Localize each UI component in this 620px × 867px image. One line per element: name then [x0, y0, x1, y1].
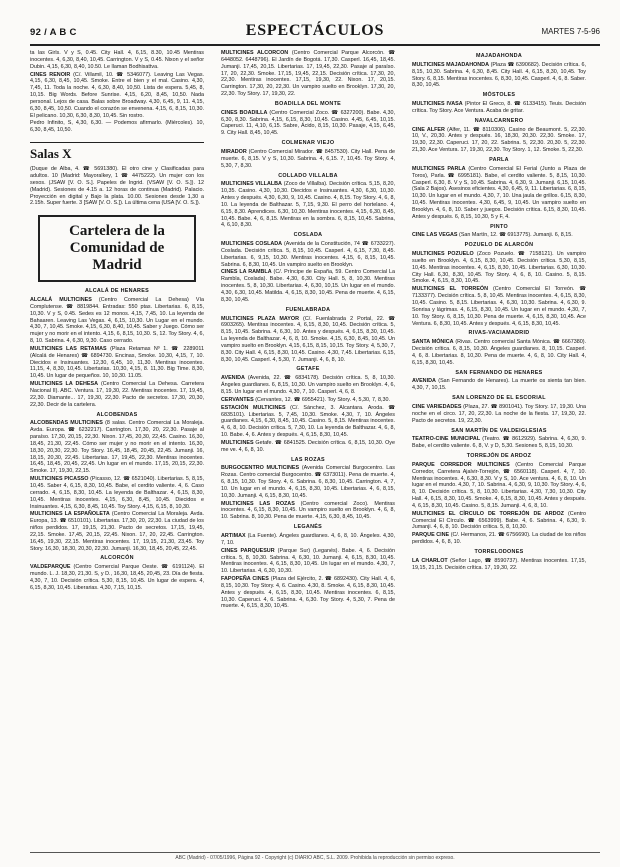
cinema-name: CINES RENOIR [30, 71, 71, 78]
cinema-listing [30, 166, 204, 207]
page-footer: ABC (Madrid) - 07/05/1996, Página 92 - Copyright (c) DIARIO ABC, S.L. 2009. Prohibida la reproducción sin permiso expreso. [175, 855, 455, 861]
cinema-name: MULTICINES ALCORCÓN [221, 50, 289, 56]
cinema-name: CINE LAS VEGAS [412, 232, 458, 239]
cinema-details: (Cervantes, 12. ☎ 6955421). Toy Story. 4, 5,30, 7, 8,30. [255, 396, 391, 403]
cinema-name: MULTICINES POZUELO [412, 251, 474, 258]
town-heading: SAN MARTÍN DE VALDEIGLESIAS [451, 427, 547, 434]
cinema-details: (Señor Lago, ☎ 8590737). Mentiras inocentes. 17,15, 19,15, 21,15. Decisión crítica. 17, 19,30, 22. [412, 557, 586, 571]
cinema-name: MULTICINES EL TORREÓN [412, 286, 489, 293]
cinema-details: (Duque de Alba, 4. ☎ 5691380). El otro cine y Clasificadas para adultos. 10 (Madrid: Mayoralkey, 1 ☎ 4475222). Un mujer con los sexos. (JSAW [V. O. S.]. Papeles de Ingrid. (VSAW [V. O. S.]). 12 (Madrid). Sesiones de 4.15 a. 12 horas de continua (Madrid). Palacio. Proyección en digital y Bajo la plata. 10.00. Sesiones desde 1,30 a 2.15h. Super fuerte. 3 [SAW [V. O. S.]). La última cena (USA [V. O. S.]). [30, 166, 204, 207]
cinema-details: (Avenida Comercial Burgocentro. Las Rozas. Centro comercial Burgocentro. ☎ 6373011). Pena de muerte. 4, 6, 8,15, 10,30. Toy Story. 4, 6. Sabrina. 6, 8,30, 10,45. Carrington. 4, 7, 10. Un lugar en el mundo. 4, 6,15, 8,30, 10,45. Libertarias. 4, 6, 8,15, 10,30. Jumanji. 4, 6,15, 8,30, 10,45. [221, 465, 395, 499]
page-number: 92 / A B C [30, 27, 77, 38]
cinema-listing [412, 378, 586, 392]
cinema-listing [412, 532, 586, 546]
cinema-listing [221, 269, 395, 303]
cinema-name: BURGOCENTRO MULTICINES [221, 465, 300, 472]
cinema-details: (C/. Fuenlabrada 2 Portal, 22. ☎ 6903265). Mentiras inocentes. 4, 6,15, 8,30, 10,45. Decisión crítica. 5, 8,15, 10,45. Sabrina. 4, 6,30, 10. Antes y después. 4, 6,15, 8,30, 10,45. La leyenda de Balthazar. 4, 6, 8, 10. Smoke. 4,15, 6,30, 8,45, 10,45. Un vampiro suelto en Brooklyn. 4,15, 6,15, 8,15, 10,15. Toy Story. 4, 5,30, 7, 8,30. City Hall. 4, 6,15, 8,30, 10,45. Casino. 4,30, 7,45. Libertarias. 6,15, 8,30, 10,45. Casperl. 4, 5,30, 7. Jumanji. 4, 6, 8, 10. [221, 315, 395, 363]
cinema-details: (Centro Comercial El Ferial (Junto a Plaza de Toros), Parla. ☎ 6995181). Babe, el cerdito valiente. 5, 8,15, 10,30. Casperl. 6,30, 8. V y S, 10,45. Sabrina. 4, 6,30, 9. Jumanji. 6,15, 10,45. (Sala 2 Bajos). Asesinos eficientes. 4,30, 6,45, 9, 11. Libertarias. 6, 8,15, 10,30. Un lugar en el mundo. 4,30, 7, 10. Una jaula de grillos. 6,15, 8,30, 10,45. Mentiras inocentes. 4,30, 6,45, 9, 10,45. Un vampiro suelto en Brooklyn. 4, 6, 8, 10. Saber y juegos. Decisión crítica. 6,15, 8,30, 10,45. Antes y después. 6, 8,15, 10,30, 5 y F, 4. [412, 165, 586, 220]
cinema-listing [412, 166, 586, 221]
cinema-listing [30, 420, 204, 475]
cinema-name: MULTICINES PICASSO [30, 476, 89, 483]
cinema-name: CINES PARQUESUR [221, 547, 275, 554]
town-heading: MAJADAHONDA [475, 53, 523, 59]
town-heading: ALCORCÓN [100, 555, 134, 562]
town-heading: SAN LORENZO DE EL ESCORIAL [452, 395, 546, 402]
cinema-details: (8 salas. Centro Comercial La Moraleja. Avda. Europa. ☎ 6232217). Carrington. 17,30, 20, 22,30. Pasaje al paraíso. 17,30, 20,15, 22,30. Nixon. 17,45, 20,30, 22,45. Casino. 16,30, 18,45, 21,30, 22,45. Cómo ser mujer y no morir en el intento. 16,30, 18,30, 20,30, 22,30. Toy Story. 16,45, 18,45, 20,45, 22,45. Jumanji. 16, 18,15, 20,30, 22,45. Libertarias. 17, 19,45, 22,30. Mentiras inocentes. 16,45, 18,45, 20,45, 22,45. Un lugar en el mundo. 17,15, 20,15, 22,30. Smoke. 17, 19,30, 22,15. [30, 420, 204, 475]
cinema-name: MULTICINES MAJADAHONDA [412, 61, 489, 68]
cinema-listing [30, 72, 204, 120]
cinema-details: (C/. Príncipe de España, 59. Centro Comercial La Rambla, Coslada). Babe. 4,30, 6,30. City Hall. 5, 8, 10,30. Mentiras inocentes. 5, 8, 10,30. Libertarias. 4, 6,30, 10,15. Un lugar en el mundo. 4,30, 6,30, 10,45. Matilda. 4, 6,15, 8,30, 10,45. Pena de muerte. 4, 6,15, 8,30, 10,45. [221, 269, 395, 303]
cinema-name: MULTICINES VILLALBA [221, 181, 282, 188]
town-heading: SAN FERNANDO DE HENARES [455, 369, 543, 376]
cinema-listing [221, 533, 395, 547]
cinema-name: MULTICINES PLAZA MAYOR [221, 315, 299, 322]
cinema-details: (Centro Comercial El Círculo. ☎ 6563999). Babe. 4, 6. Sabrina. 4, 6,30, 9. Jumanji. 4, 6, 8, 10. Decisión crítica. 5, 8, 10,30. [412, 510, 586, 531]
cinema-listing [221, 548, 395, 575]
town-heading: TORREJÓN DE ARDOZ [466, 453, 532, 460]
cinema-name: ALCOBENDAS MULTICINES [30, 420, 103, 427]
cinema-listing [412, 462, 586, 510]
cinema-listing [221, 110, 395, 137]
cinema-listing [412, 62, 586, 89]
cinema-listing [30, 120, 204, 134]
issue-date: MARTES 7-5-96 [541, 27, 600, 36]
cinema-listing [30, 511, 204, 552]
cinema-listing [30, 297, 204, 345]
town-heading: NAVALCARNERO [474, 117, 524, 124]
cinema-details: (Centro Comercial La Dehesa) Vía Complutense. ☎ 8819844. Entradas: 550 ptas. Libertarias. 6, 8,15, 10,30. V y S, 0.45. Sedes es 12 monos. 4,15, 7,45, 10. La leyenda de Bahaaren. Leaving Las Vegas. 4, 6,15, 10,30. Un Lugar en el mundo. 4,30, 7, 10,45. Smoke. 4,15, 6,30, 8,40, 10,45. Saber y Juego. Cómo ser mujer y no morir en el intento. 4,15, 6, 8,15, 10,30. S, 12. Toy Story. 4, 6, 8, 10. Sabrina. 4, 6,30, 9,30. Caso cerrado. [30, 297, 204, 345]
cinema-listing [221, 181, 395, 229]
cinema-details: (Centro Comercial Parque Alcorcón. ☎ 6448052. 6448796). El Jardín de Bogotá. 17,30. Casperl. 16,45, 18,45. Jumanji. 17,45, 20,15. Libertarias. 17, 19,45, 22,30. Pasaje al paraíso. 17, 20, 22,30. Smoke. 17,15, 19,45, 22,15. Decisión crítica. 17,30, 20, 22,30. Mentiras inocentes. 17,15, 19,30, 22. Nixon. 17, 20,15. Carrington. 17,30, 20, 22,30. Un vampiro suelto en Brooklyn. 17,30, 20, 22,30. Toy Story. 17, 19,30, 22. [221, 50, 395, 98]
cinema-name: FAPOPEÑA CINES [221, 576, 269, 583]
section-heading-salas-x: Salas X [30, 142, 204, 162]
cinema-listing [412, 436, 586, 450]
cinema-details: (Plaza, 27. ☎ 8901041). Toy Story. 17, 19,30. Una noche en el circo. 17, 20, 22,30. La noche de la fiesta. 17, 19,30, 22. Pacto de secretos. 19, 22,30. [412, 403, 586, 424]
cinema-name: MIRADOR [221, 148, 247, 155]
cinema-name: VALDEPARQUE [30, 564, 71, 571]
cinema-name: ARTIMAX [221, 533, 246, 539]
cinema-name: MULTICINES [221, 439, 254, 446]
footer-rule [30, 852, 600, 853]
cinema-listing [412, 558, 586, 572]
cinema-details: (Centro Comercial Mirador. ☎ 8457530). City Hall. Pena de muerte. 6, 8,15. V y S, 10,30. Sabrina. 4, 6,15. 7, 10,45. Toy Story. 4, 5,30, 7, 8,30. [221, 148, 395, 169]
cinema-listing [412, 127, 586, 154]
cinema-details: Pedro Infinito, S, 4,30, 6,30. — Podemos afirmarlo. (Miércoles). 10, 6,30, 8,45, 10,50. [30, 120, 204, 134]
cinema-details: (C/. Hermanos, 21. ☎ 6756690). La ciudad de los niños perdidos. 4, 6, 8, 10. [412, 532, 586, 546]
cinema-details: (Centro Comercial Zoco. ☎ 6327200). Babe. 4,30, 6,30, 8,30. Sabrina. 4,15, 6,15, 8,30, 10,45. Casino. 4,45, 6,45, 10,15. Caperuci. 11, 4,10, 6,15. Sabre, Ácido, 8,15, 10,30. Pasaje, 4,15, 6,45, 9. City Hall. 8,45, 10,45. [221, 109, 395, 137]
town-heading: GETAFE [296, 366, 320, 373]
cinema-listing [412, 101, 586, 115]
cinema-name: CINE VARIEDADES [412, 403, 462, 410]
cinema-details: (Alfer, 11. ☎ 8110306). Casino de Beaumont. 5, 22,30. 10, V., 20,30. Antes y después. 16, 18,30, 20,30. 22,30. Smoke. 17, 19,30, 22,30. Caperuci. 17, 20, 22. Sabrina. 5, 22,30. 20,30. 5, 22,30. 21,30. Ace Ventura. 17, 19,30, 22,30. Toy Story. 1, 12. Smoke. 5, 22,30. [412, 126, 586, 154]
listings-column-2 [221, 50, 395, 845]
cinema-details: (San Fernando de Henares). La muerte os sienta tan bien. 4,30, 7, 10,15. [412, 378, 586, 392]
cinema-listing [221, 241, 395, 268]
cinema-listing [412, 232, 586, 239]
cinema-listing [30, 346, 204, 380]
cinema-name: PARQUE CORREDOR MULTICINES [412, 461, 510, 468]
cinema-name: MULTICINES COSLADA [221, 241, 283, 248]
cinema-name: PARQUE CINE [412, 532, 450, 539]
cinema-details: (Plaza ☎ 6390682). Decisión crítica. 6, 8,15, 10,30. Sabrina. 4, 6,30, 8,45. City Hall. 4, 6,15, 8,30, 10,45. Toy Story. 6, 8,15. Mentiras inocentes. 6, 8,30, 10,45. Casperl. 4, 6, 8. Saber. 8,30, 10,45. [412, 61, 586, 89]
cinema-name: MULTICINES EL CÍRCULO DE TORREJÓN DE ARDOZ [412, 510, 564, 517]
town-heading: PARLA [489, 156, 509, 163]
page-header [30, 20, 600, 44]
cinema-name: ALCALÁ MULTICINES [30, 297, 92, 304]
cinema-name: SANTA MÓNICA [412, 339, 454, 346]
cinema-listing [221, 397, 395, 404]
cinema-details: (Centro comercial Zoco). Mentiras inocentes. 4, 6,15, 8,30, 10,45. Un vampiro suelto en Brooklyn. 4, 6, 8, 10. Sabrina. 8, 10,30. Pena de muerte. 4,15, 6,30, 8,45, 10,45. [221, 500, 395, 521]
cinema-name: MULTICINES LA ESPAÑOLETA [30, 511, 110, 518]
cinema-listing [412, 339, 586, 366]
town-heading: TORRELODONES [474, 549, 524, 555]
cinema-listing [412, 286, 586, 327]
cinema-listing [221, 405, 395, 439]
town-heading: ALCALÁ DE HENARES [84, 288, 150, 295]
listings-column-3 [412, 50, 586, 845]
cinema-details: (Avenida, 22. ☎ 6834178). Decisión crítica. 5, 8, 10,30. Ángeles guardianes. 6, 8,15, 10,30. Un vampiro suelto en Brooklyn. 4, 6, 8,15. Un lugar en el mundo. 4,30, 7, 10. Casperl. 4, 6, 8. [221, 375, 395, 395]
cinema-listing [221, 149, 395, 170]
cinema-listing [30, 564, 204, 591]
town-heading: POZUELO DE ALARCÓN [464, 242, 534, 249]
town-heading: COSLADA [293, 232, 323, 239]
cinema-details: (Centro Comercial El Torreón. ☎ 7133377). Decisión crítica. 5, 8, 10,45. Mentiras inocentes. 4, 6,15, 8,30, 10,45. Casino. 5, 8,15. Libertarias. 4, 6,30, 10,30. Sabrina. 4, 6,30, 9. Sonrisa y lágrimas. 4, 6,15, 8,30, 10,45. Un lugar en el mundo. 4,30, 7, 10. Toy Story. 6, 8,15, 10,30. Pena de muerte. 4, 6,15, 8,30, 10,45. Ace Ventura. 6, 8,30, 10,45. Antes y después. 4, 6,15, 8,30, 10,45. [412, 286, 586, 327]
town-heading: FUENLABRADA [285, 306, 331, 313]
town-heading: LEGANÉS [293, 524, 323, 531]
cinema-details: (San Martín, 12. ☎ 6913775). Jumanji. 6, 8,15. [459, 232, 573, 239]
cinema-name: MULTICINES LAS ROZAS [221, 500, 295, 507]
cinema-details: (Pintor El Greco, 8. ☎ 6133415). Teuis. Decisión crítica. Toy Story. Ace Ventura. Acaba de gritar. [412, 101, 586, 114]
header-rule [30, 44, 600, 46]
cinema-listing [30, 50, 204, 71]
cinema-details: (Centro Comercial Parque Corredor, Carretera Ajalvir-Torrejón, ☎ 6560118). Casperl. 4, 7, 10. Mentiras inocentes. 4, 6,30, 8,30. V y S, 10. Ace ventura. 4, 6, 8, 10. Un lugar en el mundo. 4,30, 7, 10. Sabrina. 4, 6,30, 9, 10,30. Toy Story. 4, 6, 8, 10. Decisión crítica. 5, 8, 10,30. Libertarias. 4,30, 7,30, 10,30. City Hall. 4, 6,15, 8,30, 10,45. Smoke. 4, 6,15, 8,30, 10,45. Antes y después. 4, 6,15, 8,30, 10,45. Casino. 5, 8,15. Jumanji. 4, 6, 8, 10. [412, 461, 586, 509]
cinema-details: (Avenida de la Constitución, 74 ☎ 6733227). Coslada. Decisión crítica. 5, 8,15, 10,45. Casperl. 4, 6,15, 7,30, 8,45. Libertarias. 6, 9,15, 10,30. Mentiras inocentes. 4,15, 6, 8,15, 10,45. Sabrina. 6, 8,30, 10,45. Un vampiro suelto en Brooklyn. [221, 241, 395, 268]
cinema-listing [30, 381, 204, 408]
cinema-name: MULTICINES LAS RETAMAS [30, 345, 107, 352]
cinema-details: (Centro Comercial La Dehesa. Carretera Nacional II). ABC. Ventura. 17, 19,30, 22. Mentiras inocentes. 17, 19,45, 22,30. Diamante... 17, 19,30, 22,30. Pacto de secretos. 17,30, 20,30, 22,30. Decir de la cartelera. [30, 381, 204, 408]
cinema-details: Getafe. ☎ 6841525. Decisión crítica. 6, 8,15, 10,30. Oye me ve. 4, 6, 8, 10. [221, 439, 395, 453]
listings-column-1 [30, 50, 204, 845]
cinema-details: (Parque Sur) (Leganés). Babe. 4, 6. Decisión crítica. 5, 8, 10,30. Sabrina. 4, 6,30, 10. Jumanji. 4, 6,15, 8,30, 10,45. Mentiras inocentes. 4, 6,15, 8,30, 10,45. Un lugar en el mundo. 4,30, 7, 10. Libertarias. 4, 6,30, 10,30. [221, 547, 395, 575]
cinema-name: TEATRO-CINE MUNICIPAL [412, 436, 481, 443]
cinema-name: MULTICINES IVASA [412, 101, 463, 108]
town-heading: LAS ROZAS [291, 456, 325, 463]
cinema-details: (La Fuente). Ángeles guardianes. 4, 6, 8, 10. Ángeles. 4,30, 7, 10. [221, 533, 395, 546]
town-heading: RIVAS-VACIAMADRID [468, 330, 530, 337]
cinema-name: MULTICINES PARLA [412, 165, 466, 172]
cinema-details: (C/. Villamil, 10. ☎ 5346077). Leaving Las Vegas. 4,15, 6,30, 8,45, 10,45. Smoke. Entre el bien y el mal. Casino. 4,30, 7,45, 11. Toda la noche. 4, 6,30, 8,40, 10,50. Lista de espera. 5,45, 8, 10,15. Big Words. Before Sunrise. 4,15, 6,20, 8,45, 10,50. Nada personal. Lejos de casa. Balas sobre Broadway. 4,30, 6,45, 9, 11. 4,15, 6,30, 8,45, 10,50. Cuando el corazón se envenena. 4,15, 6, 8,15, 10,30. El pelicano. 10,30, 6,30, 8,30, 10,45. Sin rostro. [30, 71, 204, 119]
town-heading: MÓSTOLES [482, 92, 516, 99]
cinema-listing [412, 404, 586, 425]
town-heading: COLMENAR VIEJO [281, 140, 335, 147]
cinema-name: CERVANTES [221, 396, 254, 403]
cinema-details: (C/. Sánchez, 3. Alcantara. Aroda. ☎ 6835101). Libertarias. 5, 7,45, 10,30. Smoke. 4,30, 7, 10. Ángeles guardianes. 4,15, 6,30, 8,45, 10,45. Casino. 5, 8,15. Mentiras inocentes. 4, 6, 8, 10. Decisión crítica. 5, 7,30, 10. La leyenda de Balthazar. 4, 6, 8, 10. Babe. 4, 6. Antes y después. 4, 6,15, 8,30, 10,45. [221, 404, 395, 439]
cinema-name: CINES LA RAMBLA [221, 269, 272, 276]
cinema-name: CINES BOADILLA [221, 109, 268, 116]
town-heading: BOADILLA DEL MONTE [274, 100, 342, 107]
cinema-details: (Zoco Pozuelo. ☎ 7158121). Un vampiro suelto en Brooklyn. 4, 6,15, 8,30, 10,45. Decisión crítica. 5,30, 8,15, 10,45. Mentiras inocentes. 4, 6,15, 8,30, 10,45. Libertarias. 6,30, 10,30. City Hall. 6,30, 8,30, 10,45. Toy Story. 4, 6, 8, 10. Casino. 5, 8,15. Smoke. 4, 6,15, 8,30, 10,45. [412, 251, 586, 285]
cinema-listing [221, 501, 395, 522]
cinema-name: AVENIDA [412, 378, 436, 385]
cinema-listing [412, 511, 586, 532]
cinema-listing [221, 465, 395, 499]
cinema-details: (Centro Comercial La Moraleja. Avda. Europa, 13. ☎ 6510101). Libertarias. 17,30, 20, 22,30. La ciudad de los niños perdidos. 17, 19,15, 21,30. Pacto de secretos. 17,15, 19,45, 22,15. Smoke. 17,45, 20,15, 22,45. Nixon. 17, 20, 22,45. Carrington. 16,45, 19,30, 22,15. Mentiras inocentes. 17, 19,15, 21,30, 23,45. Toy Story. 16,30, 18,30, 20,30, 22,30. Jumanji. 16,30, 18,45, 20,45, 22,45. [30, 511, 204, 552]
cinema-details: (Plaza del Ejército, 2. ☎ 6892430). City Hall. 4, 6, 8,15, 10,30. Toy Story. 4, 6. Casino. 4,30, 8. Smoke. 4, 6,15, 8,30, 10,45. Antes y después. 4, 6,15, 8,30, 10,45. Mentiras inocentes. 6, 8,15, 10,30. Caperuci. 4, 6. Sabrina. 4, 6,30. Toy Story. 4, 5,30, 7. Pena de muerte. 4, 6,15, 8,30, 10,45. [221, 576, 395, 610]
cinema-listing [221, 375, 395, 396]
cinema-listing [30, 476, 204, 510]
cinema-details: (Zoco de Villalba). Decisión crítica. 5,15, 8,20, 10,35. Casino. 4,30, 10,30. Diecidos e Insinuantes. 4,30, 6,30, 10,30. Antes y después. 4,30, 6,30, 9, 10,45. Casino. 4, 8,15. Toy Story. 4, 6, 8, 10. La leyenda de Balthazar. 5, 7,15, 9,30. El perro del hortelano. 4, 6,15, 8,30. Aprendices. 6,30, 10,30. Mentiras inocentes. 4,15, 6,30, 8,45, 10,45. Babe. 4, 6, 8,15. Mentiras en la sombra. 6, 8,15, 10,45. Sabrina, 4, 6,10, 8,30. [221, 181, 395, 229]
cinema-details: (Rivas. Centro comercial Santa Mónica. ☎ 6667380). Decisión crítica. 6, 8,15, 10,30. Ángeles guardianes. 8, 10,15. Casperl. 4, 6, 8. Libertarias. 8, 10,30. Pena de muerte. 4, 6, 8, 10. City Hall. 4, 6,15, 8,30, 10,45. [412, 339, 586, 366]
section-title: ESPECTÁCULOS [245, 22, 385, 39]
cinema-name: ESTACIÓN MULTICINES [221, 404, 286, 411]
cinema-details: ta las Girls. V y S, 0.45. City Hall. 4, 6,15, 8.30, 10.45 Mentiras inocentes. 4, 6,30, 8,40, 10,45. Carrington. V y S, 0.45. Nixon y el señor Dubin. 4,15, 6,30, 8,40, 10.50. Le llaman Bodhisattva. [30, 50, 204, 70]
cinema-name: CINE ALFER [412, 126, 445, 133]
cinema-details: (Picasso, 12. ☎ 6521040). Libertarias. 5, 8,15, 10,45. Saber 4, 6,15, 8,30, 10,45. Babe, el cerdito valiente. 4, 6. Caso cerrado. 4, 6,15, 8,30, 10,45. La leyenda de Balthazar. 4, 6,15, 8,30, 10,45. Mentiras inocentes. 4,15, 6,30, 8,45, 10,45. Diecidos e Insinuantes. 4,15, 6,30, 8,45, 10,45. Toy Story. 4,15, 6,15, 8, 10,30. [30, 476, 204, 510]
cinema-listing [221, 316, 395, 364]
cinema-details: (Plaza Retamas Nº 1. ☎ 2289011 (Alcalá de Henares) ☎ 6894730. Encinas, Smoke. 10,30, 4,15, 7, 10. Diecidos e Insinuantes. 12,30, 6,45, 10, 11,30. Mentiras inocentes. 11,15, 4, 8,30, 10,45. Libertarias. 10,30, 4,15, 8. 11,30. Big Time. 8,30, 10,45. Un lugar de pequeños. 10, 10,30. 11.05. [30, 345, 204, 380]
cinema-listing [221, 50, 395, 98]
cinema-listing [412, 251, 586, 285]
cinema-listing [221, 440, 395, 454]
cinema-listing [221, 576, 395, 610]
cinema-details: (Teatro. ☎ 8612929). Sabrina. 4, 6,30, 9. Babe, el cerdito valiente. 6, 8, V. y D, 5,30. Sesiones 5, 8,15, 10,30. [412, 436, 586, 450]
town-heading: ALCOBENDAS [96, 411, 138, 418]
town-heading: PINTO [490, 223, 508, 230]
cinema-name: LA CHARLOT [412, 557, 448, 564]
cinema-details: (Centro Comercial Parque Oeste. ☎ 6191124). El mundo. L. J. 18,30, 21,30. S, y D., 16,30, 18,45, 20,45, 23. Día de fiesta. 4,30, 7, 10. Decisión crítica. 5,30, 8,15, 10,45. Un lugar de espera. 4, 6,15, 8,30, 10,45. Liberarias. 4,30, 7,15, 10,15. [30, 564, 204, 591]
cinema-name: AVENIDA [221, 375, 245, 382]
town-heading: COLLADO VILLALBA [278, 172, 338, 179]
cinema-name: MULTICINES LA DEHESA [30, 381, 98, 388]
cartelera-title-box: Cartelera de la Comunidad de Madrid [38, 215, 196, 282]
